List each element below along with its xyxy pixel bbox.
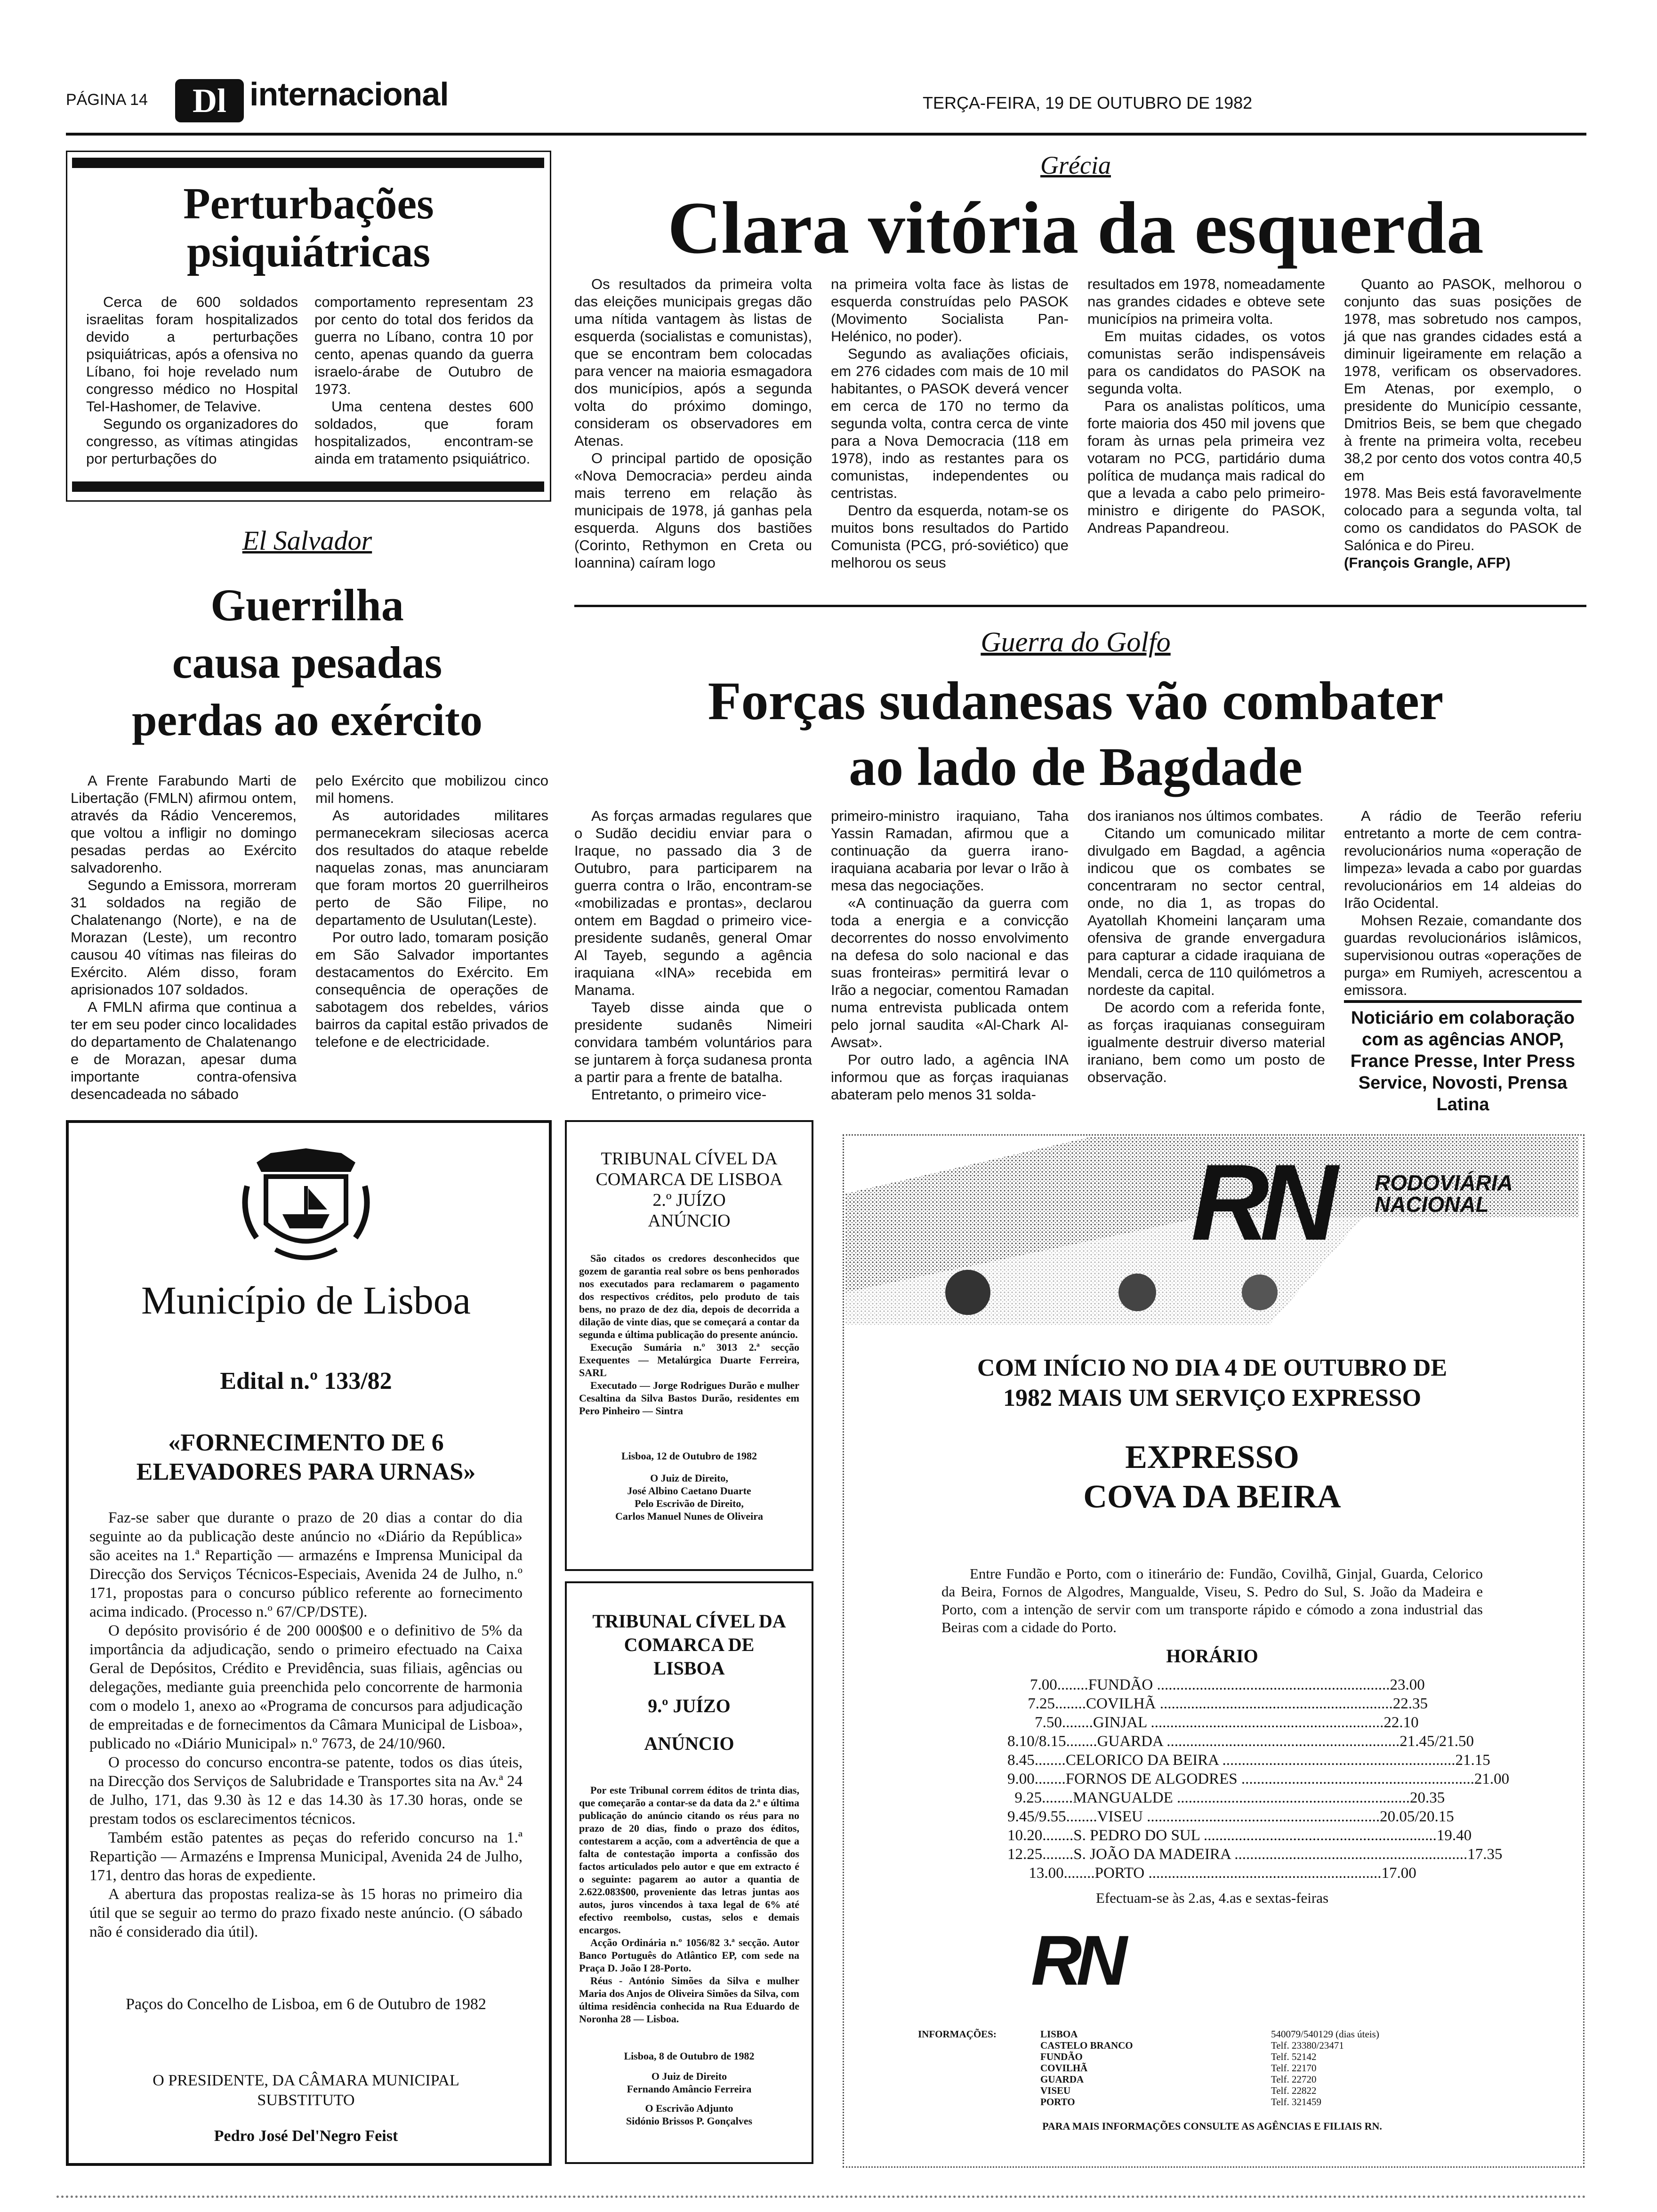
ad-tribunal-9-signatures: Lisboa, 8 de Outubro de 1982 O Juiz de Direito Fernando Amâncio Ferreira O Escrivão Adjunto Sidónio Brissos P. Gonçalves	[624, 2050, 755, 2127]
schedule-stop: ........GINJAL ............................................................	[1062, 1714, 1384, 1731]
schedule-departure: 9.00	[1007, 1771, 1035, 1787]
masthead-rule	[66, 133, 1586, 136]
rn-days: Efectuam-se às 2.as, 4.as e sextas-feiras	[1095, 1890, 1329, 1906]
ad-lisboa-body: Faz-se saber que durante o prazo de 20 dias a contar do dia seguinte ao da publicação deste anúncio no «Diário da República» são aceites na 1.ª Repartição — armazéns e Imprensa Municipal da Direcção dos Serviços Técnicos-Especiais, Avenida 24 de Julho, n.º 171, propostas para o concurso público referente ao fornecimento acima indicado. (Processo n.º 67/CP/DSTE). O depósito provisório é de 200 000$00 e o definitivo de 5% da importância da adjudicação, sendo o primeiro efectuado na Caixa Geral de Depósitos, Crédito e Previdência, suas filiais, agências ou delegações, mediante guia preenchida pelo concorrente de harmonia com o modelo 1, anexo ao «Programa de concursos para adjudicação de empreitadas e de fornecimentos da Câmara Municipal de Lisboa», publicado no «Diário Municipal» n.º 7673, de 24/10/960. O processo do concurso encontra-se patente, todos os dias úteis, na Direcção dos Serviços de Salubridade e Transportes sita na Av.ª 24 de Julho, 171, das 9.30 às 12 e das 14.30 às 17.30 horas, onde se prestam todos os esclarecimentos técnicos. Também estão patentes as peças do referido concurso na 1.ª Repartição — Armazéns e Imprensa Municipal, Avenida 24 de Julho, 171, dentro das horas de expediente. A abertura das propostas realiza-se às 15 horas no primeiro dia útil que se seguir ao termo do prazo fixado neste anúncio. (O sábado não é considerado dia útil).	[89, 1509, 523, 1940]
schedule-row	[1007, 1732, 1474, 1751]
schedule-departure: 7.50	[1035, 1714, 1062, 1731]
page-bottom-edge	[56, 2196, 1586, 2204]
schedule-arrival: 17.00	[1381, 1865, 1416, 1882]
schedule-row	[1007, 1826, 1472, 1845]
page-number: PÁGINA 14	[66, 91, 148, 109]
ad-lisboa-title: Município de Lisboa	[141, 1279, 471, 1322]
issue-date: TERÇA-FEIRA, 19 DE OUTUBRO DE 1982	[923, 93, 1253, 112]
rn-footer: PARA MAIS INFORMAÇÕES CONSULTE AS AGÊNCIAS E FILIAIS RN.	[1042, 2120, 1382, 2132]
schedule-row	[1007, 1770, 1510, 1788]
rn-schedule	[1007, 1675, 1510, 1883]
agencies-rule	[1344, 1000, 1582, 1003]
ad-tribunal-9-heading: TRIBUNAL CÍVEL DA COMARCA DE LISBOA 9.º JUÍZO ANÚNCIO	[592, 1611, 786, 1754]
schedule-departure: 12.25	[1007, 1846, 1043, 1863]
info-city: PORTO	[1040, 2096, 1075, 2108]
ad-tribunal-9-body: Por este Tribunal correm éditos de trinta dias, que começarão a contar-se da data da 2.ª e última publicação do anúncio citando os réus para no prazo de 20 dias, findo o prazo dos éditos, contestarem a acção, com a advertência de que a falta de contestação importa a confissão dos factos articulados pelo autor e que em extracto é o seguinte: pagarem ao autor a quantia de 2.622.083$00, proveniente das letras juntas aos autos, juros vincendos à taxa legal de 6% até efectivo reembolso, custas, selos e demais encargos. Acção Ordinária n.º 1056/82 3.ª secção. Autor Banco Português do Atlântico EP, com sede na Praça D. João I 28-Porto. Réus - António Simões da Silva e mulher Maria dos Anjos de Oliveira Simões da Silva, com última residência conhecida na Rua Eduardo de Noronha 28 — Lisboa.	[579, 1784, 799, 2025]
svg-text:Dl: Dl	[193, 82, 226, 120]
schedule-departure: 9.45/9.55	[1007, 1808, 1066, 1825]
gulf-col-3: dos iranianos nos últimos combates. Citando um comunicado militar divulgado em Bagdad, a agência indicou que os combates se concentraram no sector central, onde, no dia 1, as tropas do Ayatollah Khomeini lançaram uma ofensiva de grande envergadura para capturar a cidade iraquiana de Mendali, cerca de 110 quilómetros a nordeste da capital. De acordo com a referida fonte, as forças iraquianas conseguiram igualmente destruir diverso material iraniano, bem como um posto de observação.	[1087, 808, 1325, 1085]
schedule-arrival: 20.05/20.15	[1380, 1808, 1454, 1825]
info-city: CASTELO BRANCO	[1040, 2040, 1133, 2051]
schedule-stop: ........CELORICO DA BEIRA ............................................................	[1034, 1752, 1456, 1769]
rn-service-name: EXPRESSO COVA DA BEIRA	[1083, 1439, 1341, 1515]
rn-info-label: INFORMAÇÕES:	[918, 2028, 997, 2040]
schedule-departure: 9.25	[1014, 1789, 1042, 1806]
rn-headline: COM INÍCIO NO DIA 4 DE OUTUBRO DE 1982 MAIS UM SERVIÇO EXPRESSO	[977, 1354, 1448, 1411]
psych-col-1: Cerca de 600 soldados israelitas foram hospitalizados devido a perturbações psiquiátricas, após a ofensiva no Líbano, foi hoje revelado num congresso médico no Hospital Tel-Hashomer, de Telavive. Segundo os organizadores do congresso, as vítimas atingidas por perturbações do	[86, 294, 298, 467]
schedule-arrival: 20.35	[1409, 1789, 1445, 1806]
gulf-col-2: primeiro-ministro iraquiano, Taha Yassin Ramadan, afirmou que a continuação da guerra irano-iraquiana acabaria por levar o Irão à mesa das negociações. «A continuação da guerra com toda a energia e a convicção decorrentes do nosso envolvimento na defesa do solo nacional e das suas fronteiras» permitirá levar o Irão a negociar, comentou Ramadan numa entrevista publicada ontem pelo jornal saudita «Al-Chark Al-Awsat». Por outro lado, a agência INA informou que as forças iraquianas abateram pelo menos 31 solda-	[831, 808, 1069, 1103]
schedule-arrival: 21.00	[1474, 1771, 1510, 1787]
schedule-row	[1007, 1845, 1503, 1864]
lisbon-coat-of-arms-icon	[238, 1144, 374, 1266]
info-phone: Telf. 22720	[1271, 2074, 1317, 2085]
schedule-arrival: 22.35	[1392, 1695, 1428, 1712]
greece-bottom-rule	[574, 605, 1586, 607]
psych-box-top-bar	[72, 158, 544, 168]
salvador-col-2: pelo Exército que mobilizou cinco mil homens. As autoridades militares permanecekram sileciosas acerca dos resultados do ataque rebelde naquelas zonas, mas anunciaram que foram mortos 20 guerrilheiros perto de São Filipe, no departamento de Usulutan(Leste). Por outro lado, tomaram posição em São Salvador importantes destacamentos do Exército. Em consequência de operações de sabotagem dos rebeldes, vários bairros da capital estão privados de telefone e de electricidade.	[315, 772, 548, 1050]
schedule-stop: ........COVILHÃ ............................................................	[1054, 1695, 1393, 1712]
schedule-row	[1007, 1807, 1455, 1826]
schedule-departure: 7.25	[1028, 1695, 1055, 1712]
schedule-departure: 10.20	[1007, 1827, 1043, 1844]
rn-description: Entre Fundão e Porto, com o itinerário de: Fundão, Covilhã, Ginjal, Guarda, Celorico da Beira, Fornos de Algodres, Mangualde, Viseu, S. Pedro do Sul, S. João da Madeira e Porto, com a intenção de servir com um transporte rápido e cómodo a zona industrial das Beiras com a cidade do Porto.	[941, 1565, 1483, 1635]
psych-box-bottom-bar	[72, 481, 544, 492]
schedule-arrival: 19.40	[1436, 1827, 1472, 1844]
salvador-col-1: A Frente Farabundo Marti de Libertação (FMLN) afirmou ontem, através da Rádio Venceremos, que voltou a infligir no domingo pesadas perdas ao Exército salvadorenho. Segundo a Emissora, morreram 31 soldados na região de Chalatenango (Norte), e na de Morazan (Leste), um recontro causou 40 vítimas nas fileiras do Exército. Além disso, foram aprisionados 107 soldados. A FMLN afirma que continua a ter em seu poder cinco localidades do departamento de Chalatenango e de Morazan, apesar duma importante contra-ofensiva desencadeada no sábado	[71, 772, 297, 1102]
section-title: internacional	[249, 76, 449, 112]
psych-col-2: comportamento representam 23 por cento do total dos feridos da guerra no Líbano, contra 10 por cento, apenas quando da guerra israelo-árabe de Outubro de 1973. Uma centena destes 600 soldados, que foram hospitalizados, encontram-se ainda em tratamento psiquiátrico.	[314, 294, 533, 467]
newspaper-logo-icon	[175, 79, 244, 122]
ad-lisboa-edital: Edital n.º 133/82	[220, 1368, 392, 1395]
schedule-arrival: 21.15	[1455, 1752, 1490, 1769]
info-phone: Telf. 23380/23471	[1271, 2040, 1344, 2051]
schedule-stop: ........GUARDA ............................................................	[1066, 1733, 1400, 1750]
schedule-arrival: 21.45/21.50	[1400, 1733, 1474, 1750]
schedule-departure: 8.45	[1007, 1752, 1035, 1769]
rn-schedule-title: HORÁRIO	[1166, 1645, 1258, 1667]
info-city: COVILHÃ	[1040, 2062, 1088, 2074]
greece-headline: Clara vitória da esquerda	[668, 187, 1484, 269]
gulf-kicker: Guerra do Golfo	[981, 626, 1171, 657]
salvador-kicker: El Salvador	[242, 525, 372, 556]
greece-kicker: Grécia	[1040, 151, 1111, 179]
ad-tribunal-2-body: São citados os credores desconhecidos que gozem de garantia real sobre os bens penhorados nos executados para reclamarem o pagamento dos respectivos créditos, pelo produto de tais bens, no prazo de dez dia, depois de decorrida a dilação de vinte dias, que se começará a contar da segunda e última publicação do presente anúncio. Execução Sumária n.º 3013 2.ª secção Exequentes — Metalúrgica Duarte Ferreira, SARL Executado — Jorge Rodrigues Durão e mulher Cesaltina da Silva Bastos Durão, residentes em Pero Pinheiro — Sintra	[579, 1252, 799, 1417]
info-phone: Telf. 52142	[1271, 2051, 1317, 2062]
rn-logo-small-icon: RN	[1031, 1921, 1122, 2000]
schedule-arrival: 17.35	[1467, 1846, 1503, 1863]
schedule-row	[1007, 1694, 1455, 1713]
info-phone: Telf. 22822	[1271, 2085, 1317, 2096]
ad-lisboa-place-date: Paços do Concelho de Lisboa, em 6 de Outubro de 1982	[126, 1996, 486, 2013]
gulf-headline: Forças sudanesas vão combater ao lado de Bagdade	[708, 671, 1444, 797]
schedule-stop: ........S. JOÃO DA MADEIRA ............................................................	[1042, 1846, 1468, 1863]
ad-lisboa-signer-title: O PRESIDENTE, DA CÂMARA MUNICIPAL SUBSTITUTO	[153, 2072, 459, 2109]
info-phone: Telf. 321459	[1271, 2096, 1322, 2108]
rn-logo-icon: RN	[1191, 1142, 1329, 1263]
schedule-row	[1007, 1713, 1455, 1732]
ad-lisboa-signer-name: Pedro José Del'Negro Feist	[214, 2127, 398, 2145]
schedule-row	[1007, 1788, 1455, 1807]
schedule-arrival: 23.00	[1390, 1676, 1425, 1693]
info-phone: 540079/540129 (dias úteis)	[1271, 2028, 1379, 2040]
rn-info-phones	[1271, 2028, 1469, 2108]
schedule-stop: ........S. PEDRO DO SUL ............................................................	[1042, 1827, 1437, 1844]
schedule-stop: ........VISEU ............................................................	[1066, 1808, 1380, 1825]
info-city: VISEU	[1040, 2085, 1071, 2096]
gulf-col-1: As forças armadas regulares que o Sudão decidiu enviar para o Iraque, no passado dia 3 de Outubro, para participarem na guerra contra o Irão, encontram-se «mobilizadas e prontas», declarou ontem em Bagdad o primeiro vice-presidente sudanês, general Omar Al Tayeb, segundo a agência iraquiana «INA» recebida em Manama. Tayeb disse ainda que o presidente sudanês Nimeiri convidara também voluntários para se juntarem à força sudanesa pronta a partir para a frente de batalha. Entretanto, o primeiro vice-	[574, 808, 812, 1103]
rn-brand-name: RODOVIÁRIA NACIONAL	[1375, 1170, 1513, 1217]
info-city: LISBOA	[1040, 2028, 1078, 2040]
schedule-departure: 13.00	[1029, 1865, 1064, 1882]
ad-lisboa-subject: «FORNECIMENTO DE 6 ELEVADORES PARA URNAS»	[136, 1429, 476, 1485]
ad-tribunal-2-signatures: Lisboa, 12 de Outubro de 1982 O Juiz de Direito, José Albino Caetano Duarte Pelo Escrivão de Direito, Carlos Manuel Nunes de Oliveira	[615, 1450, 764, 1522]
gulf-col-4: A rádio de Teerão referiu entretanto a morte de cem contra-revolucionários numa «operação de limpeza» levada a cabo por guardas revolucionários em 14 aldeias do Irão Ocidental. Mohsen Rezaie, comandante dos guardas revolucionários islâmicos, supervisionou outras «operações de purga» em Rumiyeh, acrescentou a emissora.	[1344, 808, 1582, 998]
schedule-row	[1007, 1675, 1455, 1694]
rn-info-cities	[1040, 2028, 1238, 2108]
schedule-row	[1007, 1864, 1455, 1883]
info-city: FUNDÃO	[1040, 2051, 1083, 2062]
schedule-departure: 7.00	[1030, 1676, 1057, 1693]
psych-title: Perturbações psiquiátricas	[183, 179, 434, 276]
greece-col-1: Os resultados da primeira volta das eleições municipais gregas dão uma nítida vantagem às listas de esquerda (socialistas e comunistas), que se encontram bem colocadas para vencer na maioria esmagadora dos municípios, após a segunda volta do próximo domingo, consideram os observadores em Atenas. O principal partido de oposição «Nova Democracia» perdeu ainda mais terreno em relação às municipais de 1978, já ganhas pela esquerda. Alguns dos bastiões (Corinto, Rethymon en Creta ou Ioannina) caíram logo	[574, 276, 812, 571]
salvador-headline: Guerrilha causa pesadas perdas ao exército	[132, 580, 483, 745]
info-phone: Telf. 22170	[1271, 2062, 1317, 2074]
schedule-stop: ........FUNDÃO ............................................................	[1057, 1676, 1390, 1693]
schedule-departure: 8.10/8.15	[1007, 1733, 1066, 1750]
schedule-stop: ........MANGUALDE ............................................................	[1042, 1789, 1410, 1806]
greece-byline: (François Grangle, AFP)	[1344, 554, 1511, 571]
psych-box	[66, 151, 551, 502]
greece-col-2: na primeira volta face às listas de esquerda construídas pelo PASOK (Movimento Socialista Pan-Helénico, no poder). Segundo as avaliações oficiais, em 276 cidades com mais de 10 mil habitantes, o PASOK deverá vencer em cerca de 170 no termo da segunda volta, contra cerca de vinte para a Nova Democracia (118 em 1978), indo as restantes para os comunistas, independentes ou centristas. Dentro da esquerda, notam-se os muitos bons resultados do Partido Comunista (PCG, pró-soviético) que melhorou os seus	[831, 276, 1069, 571]
greece-col-3: resultados em 1978, nomeadamente nas grandes cidades e obteve sete municípios na primeira volta. Em muitas cidades, os votos comunistas serão indispensáveis para os candidatos do PASOK na segunda volta. Para os analistas políticos, uma forte maioria dos 450 mil jovens que foram às urnas pela primeira vez votaram no PCG, partidário duma política de mudança mais radical do que a levada a cabo pelo primeiro-ministro e dirigente do PASOK, Andreas Papandreou.	[1087, 276, 1325, 536]
info-city: GUARDA	[1040, 2074, 1084, 2085]
schedule-stop: ........PORTO ............................................................	[1063, 1865, 1382, 1882]
ad-tribunal-2-heading: TRIBUNAL CÍVEL DA COMARCA DE LISBOA 2.º JUÍZO ANÚNCIO	[595, 1149, 783, 1231]
agencies-note: Noticiário em colaboração com as agências ANOP, France Presse, Inter Press Service, Novosti, Prensa Latina	[1350, 1008, 1576, 1114]
schedule-arrival: 22.10	[1384, 1714, 1419, 1731]
greece-col-4: Quanto ao PASOK, melhorou o conjunto das suas posições de 1978, mas sobretudo nos campos, já que nas grandes cidades está a diminuir ligeiramente em relação a 1978, verificam os observadores. Em Atenas, por exemplo, o presidente do Município cessante, Dmitrios Beis, se bem que chegado à frente na primeira volta, recebeu 38,2 por cento dos votos contra 40,5 em 1978. Mas Beis está favoravelmente colocado para a segunda volta, tal como os candidatos do PASOK de Salónica e do Pireu. (François Grangle, AFP)	[1344, 276, 1582, 571]
schedule-row	[1007, 1751, 1490, 1770]
schedule-stop: ........FORNOS DE ALGODRES ............................................................	[1034, 1771, 1474, 1787]
